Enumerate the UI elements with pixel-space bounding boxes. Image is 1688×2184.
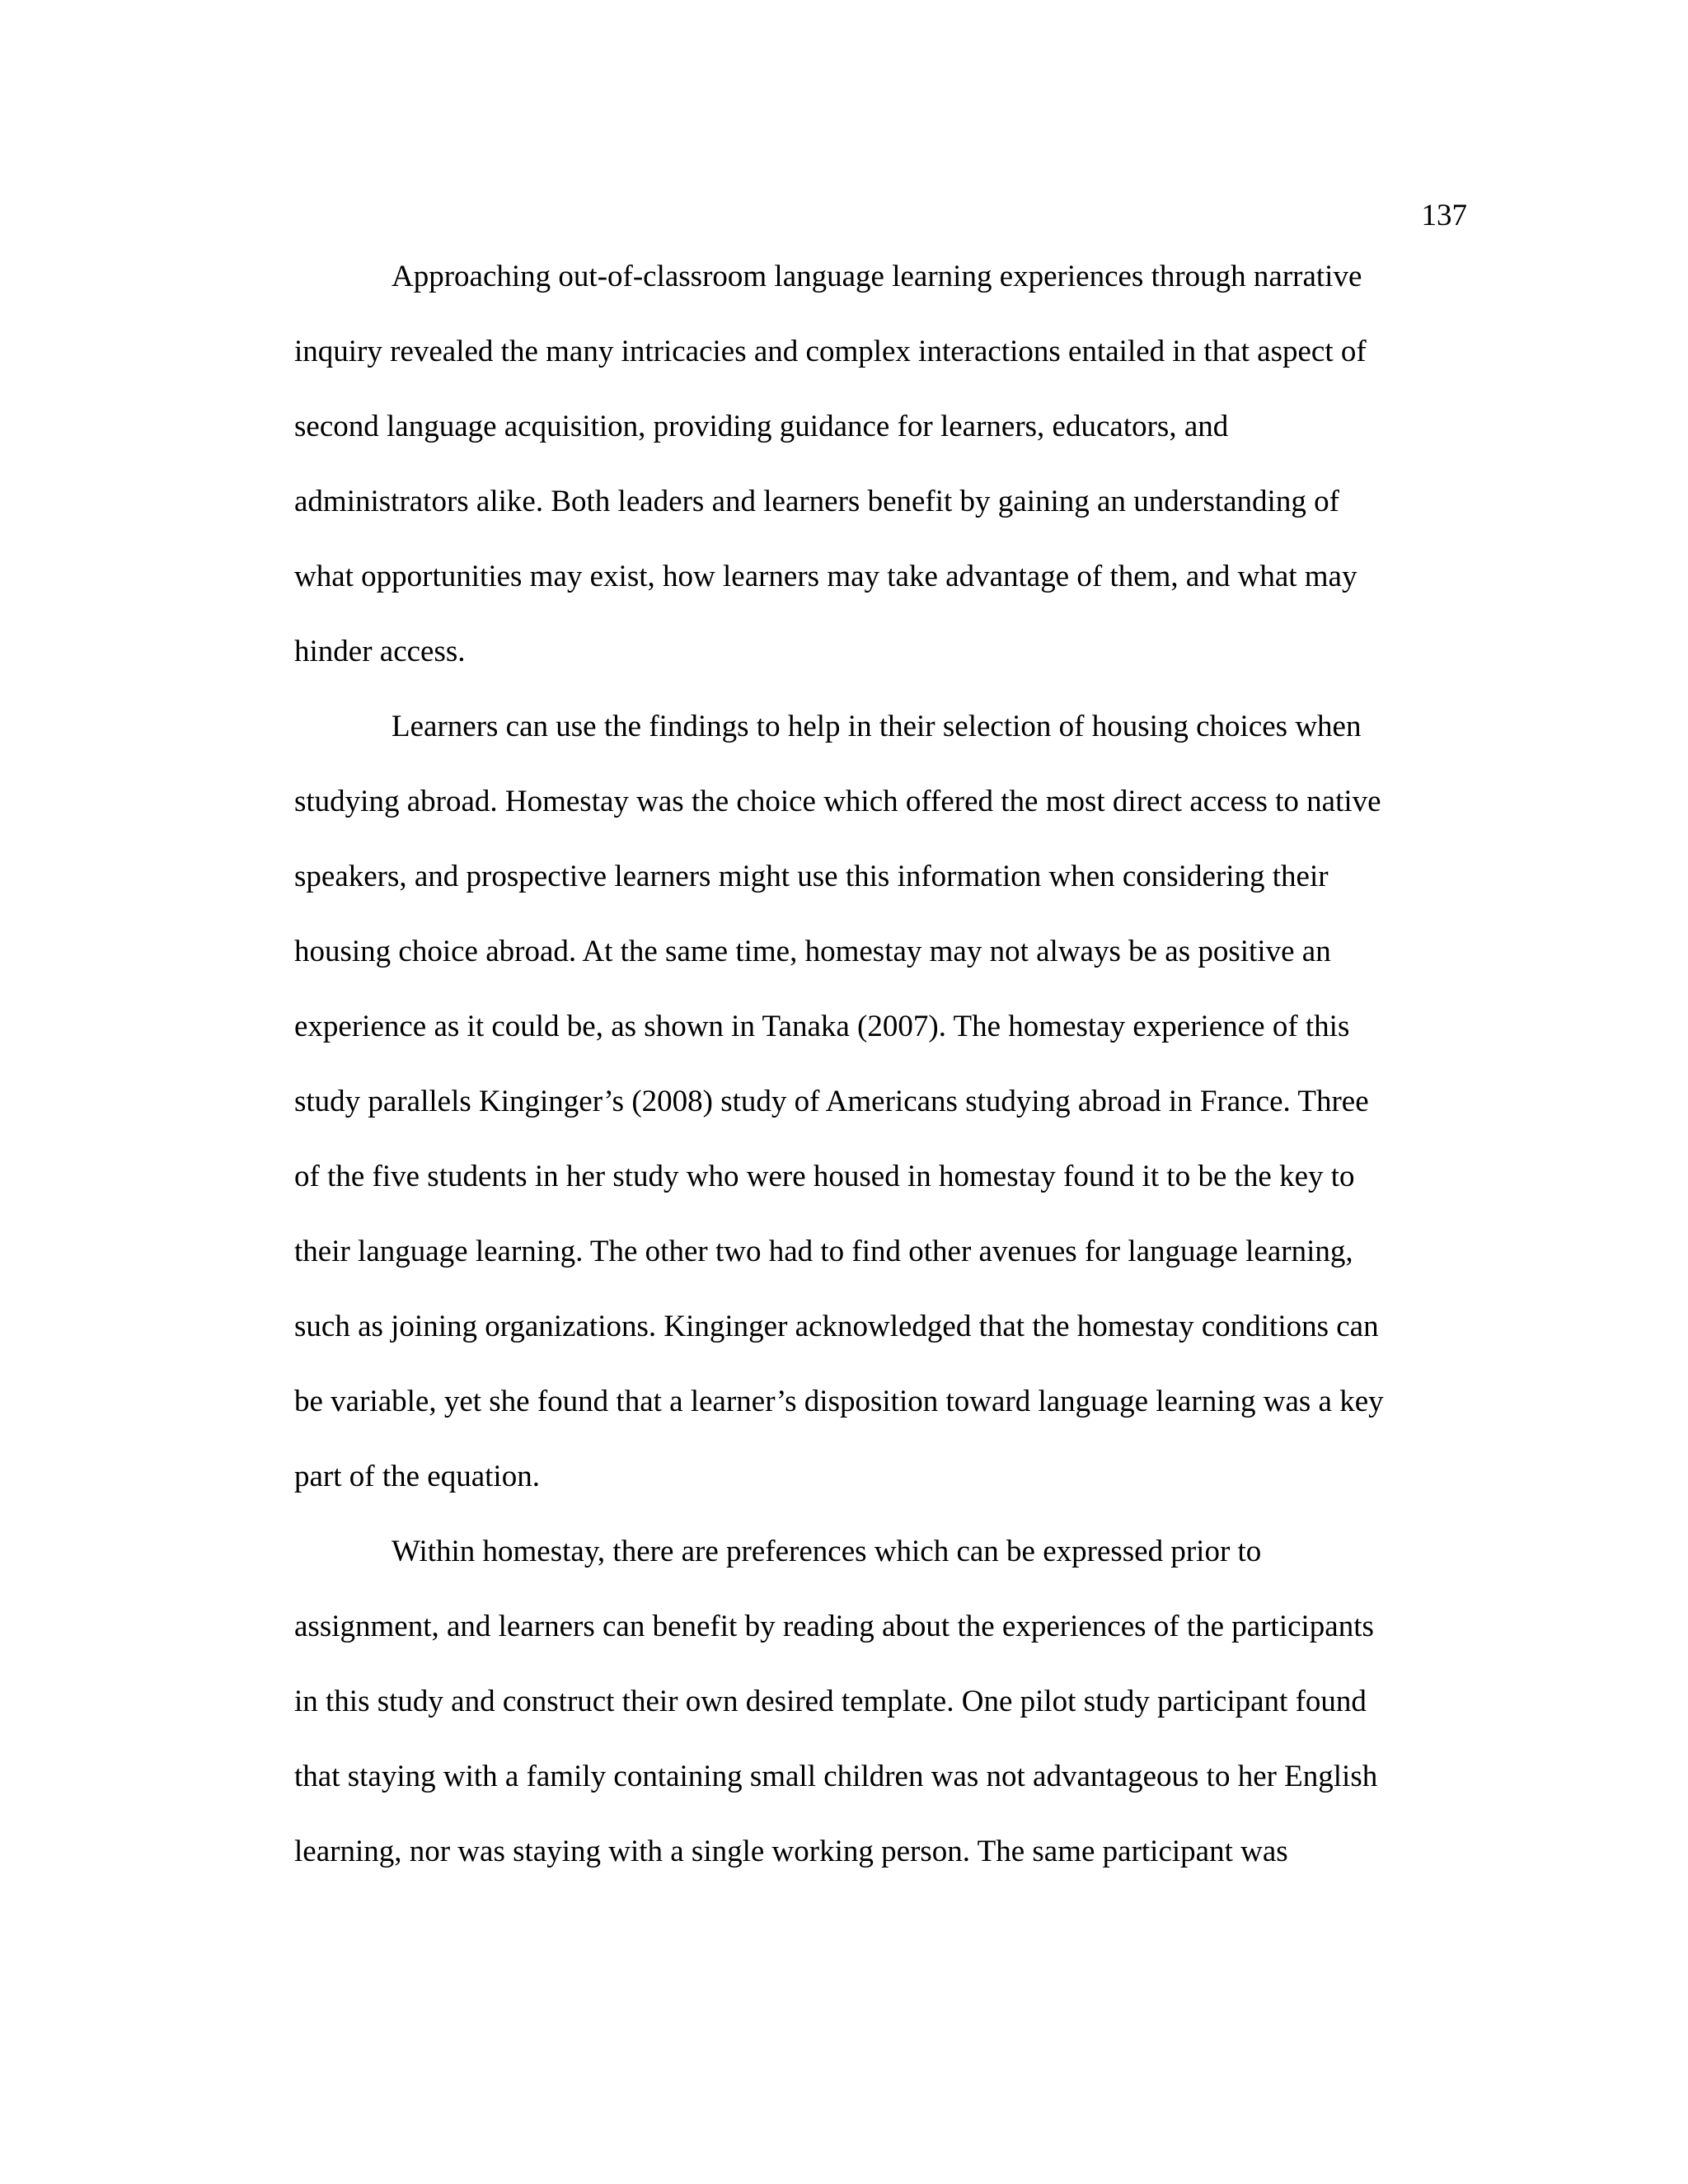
paragraph-line: Approaching out-of-classroom language learning experiences through narrative — [392, 260, 1362, 293]
paragraph-line: their language learning. The other two had to find other avenues for language learning, — [294, 1235, 1353, 1268]
paragraph-line: experience as it could be, as shown in Tanaka (2007). The homestay experience of this — [294, 1010, 1350, 1043]
paragraph-line: speakers, and prospective learners might use this information when considering their — [294, 860, 1329, 893]
paragraph-line: housing choice abroad. At the same time, homestay may not always be as positive an — [294, 935, 1331, 968]
paragraph — [294, 701, 1471, 1526]
paragraph-line: of the five students in her study who were housed in homestay found it to be the key to — [294, 1160, 1355, 1193]
paragraph-line: in this study and construct their own desired template. One pilot study participant found — [294, 1685, 1367, 1718]
paragraph-line: administrators alike. Both leaders and learners benefit by gaining an understanding of — [294, 485, 1339, 518]
paragraph-line: such as joining organizations. Kinginger acknowledged that the homestay conditions can — [294, 1310, 1379, 1343]
paragraph-line: what opportunities may exist, how learners may take advantage of them, and what may — [294, 560, 1357, 593]
paragraph-line: assignment, and learners can benefit by reading about the experiences of the participants — [294, 1610, 1374, 1643]
body-text — [294, 251, 1471, 1901]
paragraph — [294, 1526, 1471, 1901]
paragraph-line: part of the equation. — [294, 1460, 540, 1493]
paragraph-line: studying abroad. Homestay was the choice which offered the most direct access to native — [294, 785, 1381, 818]
paragraph-line: inquiry revealed the many intricacies and complex interactions entailed in that aspect of — [294, 335, 1367, 368]
paragraph-line: learning, nor was staying with a single working person. The same participant was — [294, 1835, 1288, 1868]
paragraph — [294, 251, 1471, 701]
paragraph-line: be variable, yet she found that a learner’s disposition toward language learning was a key — [294, 1385, 1384, 1418]
page-number: 137 — [1421, 199, 1467, 232]
paragraph-line: Learners can use the findings to help in their selection of housing choices when — [392, 710, 1362, 743]
paragraph-line: hinder access. — [294, 635, 466, 668]
paragraph-line: that staying with a family containing small children was not advantageous to her English — [294, 1760, 1378, 1793]
paragraph-line: study parallels Kinginger’s (2008) study of Americans studying abroad in France. Three — [294, 1085, 1369, 1118]
paragraph-line: second language acquisition, providing guidance for learners, educators, and — [294, 410, 1229, 443]
paragraph-line: Within homestay, there are preferences which can be expressed prior to — [392, 1535, 1262, 1568]
